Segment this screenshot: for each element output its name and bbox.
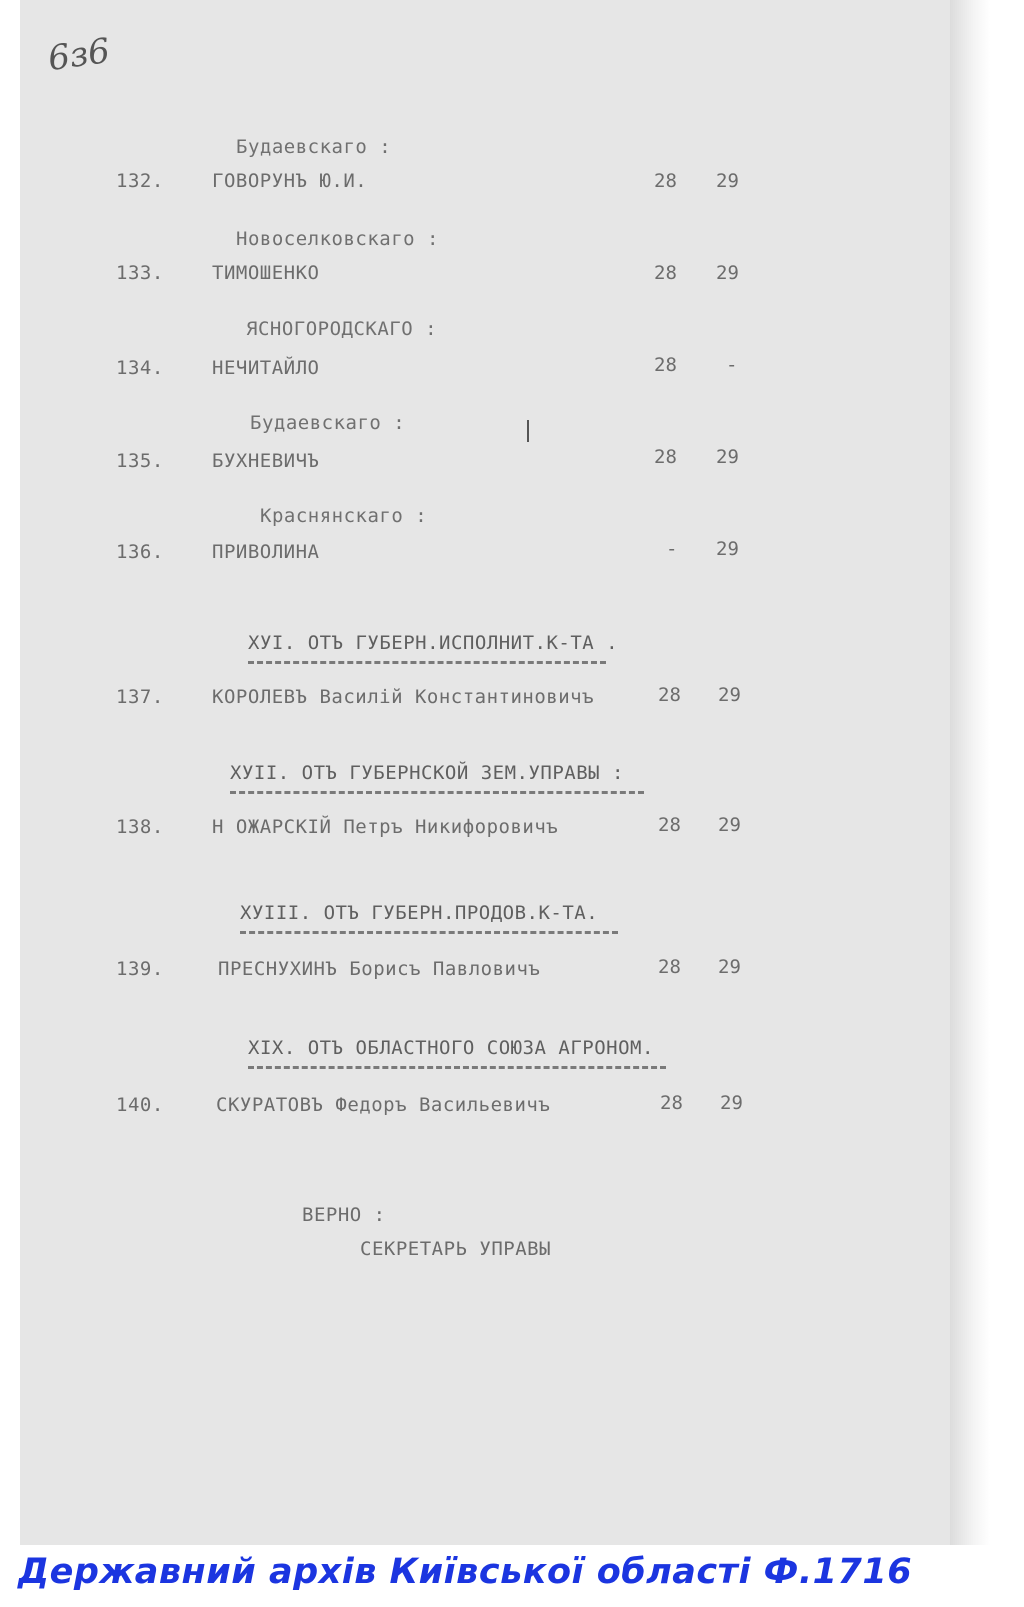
entry-col-29: 29 — [718, 956, 741, 978]
section-underline — [248, 1066, 666, 1069]
entry-col-28: - — [666, 538, 678, 560]
entry-name: КОРОЛЕВЪ Василій Константиновичъ — [212, 686, 595, 708]
section-underline — [230, 791, 644, 794]
entry-name: ТИМОШЕНКО — [212, 262, 320, 284]
section-underline — [248, 661, 606, 664]
entry-col-29: 29 — [718, 684, 741, 706]
entry-name: ПРЕСНУХИНЪ Борисъ Павловичъ — [218, 958, 541, 980]
entry-name: Н ОЖАРСКІЙ Петръ Никифоровичъ — [212, 816, 559, 838]
entry-col-28: 28 — [658, 956, 681, 978]
entry-name: ПРИВОЛИНА — [212, 541, 320, 563]
entry-col-29: 29 — [716, 262, 739, 284]
entry-header: ЯСНОГОРОДСКАГО : — [246, 318, 438, 340]
entry-col-28: 28 — [654, 354, 677, 376]
entry-header: Будаевскаго : — [236, 136, 392, 158]
entry-number: 135. — [116, 450, 164, 472]
entry-col-28: 28 — [660, 1092, 683, 1114]
certification-verified: ВЕРНО : — [302, 1204, 386, 1226]
section-title: ХУII. ОТЪ ГУБЕРНСКОЙ ЗЕМ.УПРАВЫ : — [230, 762, 624, 784]
certification-secretary: СЕКРЕТАРЬ УПРАВЫ — [360, 1238, 552, 1260]
entry-col-28: 28 — [654, 170, 677, 192]
entry-number: 140. — [116, 1094, 164, 1116]
entry-name: БУХНЕВИЧЪ — [212, 450, 320, 472]
entry-name: ГОВОРУНЪ Ю.И. — [212, 170, 368, 192]
paper-edge — [950, 0, 990, 1545]
entry-number: 133. — [116, 262, 164, 284]
entry-col-28: 28 — [658, 684, 681, 706]
entry-number: 134. — [116, 357, 164, 379]
entry-col-29: 29 — [716, 538, 739, 560]
entry-number: 138. — [116, 816, 164, 838]
entry-header: Будаевскаго : — [250, 412, 406, 434]
ink-mark — [527, 420, 529, 442]
section-title: ХУI. ОТЪ ГУБЕРН.ИСПОЛНИТ.К-ТА . — [248, 632, 619, 654]
entry-number: 139. — [116, 958, 164, 980]
section-title: ХУIII. ОТЪ ГУБЕРН.ПРОДОВ.К-ТА. — [240, 902, 599, 924]
entry-number: 136. — [116, 541, 164, 563]
entry-name: НЕЧИТАЙЛО — [212, 357, 320, 379]
archive-watermark: Державний архів Київської області Ф.1716 — [18, 1552, 913, 1592]
entry-number: 132. — [116, 170, 164, 192]
entry-header: Краснянскаго : — [260, 505, 428, 527]
entry-col-28: 28 — [654, 262, 677, 284]
entry-number: 137. — [116, 686, 164, 708]
section-title: XIX. ОТЪ ОБЛАСТНОГО СОЮЗА АГРОНОМ. — [248, 1037, 654, 1059]
entry-col-29: 29 — [720, 1092, 743, 1114]
entry-col-28: 28 — [658, 814, 681, 836]
entry-col-29: 29 — [718, 814, 741, 836]
entry-col-29: 29 — [716, 446, 739, 468]
entry-name: СКУРАТОВЪ Федоръ Васильевичъ — [216, 1094, 551, 1116]
handwritten-page-number: 6з6 — [45, 30, 113, 80]
entry-col-28: 28 — [654, 446, 677, 468]
entry-col-29: 29 — [716, 170, 739, 192]
entry-col-29: - — [726, 354, 738, 376]
section-underline — [240, 931, 618, 934]
entry-header: Новоселковскаго : — [236, 228, 439, 250]
